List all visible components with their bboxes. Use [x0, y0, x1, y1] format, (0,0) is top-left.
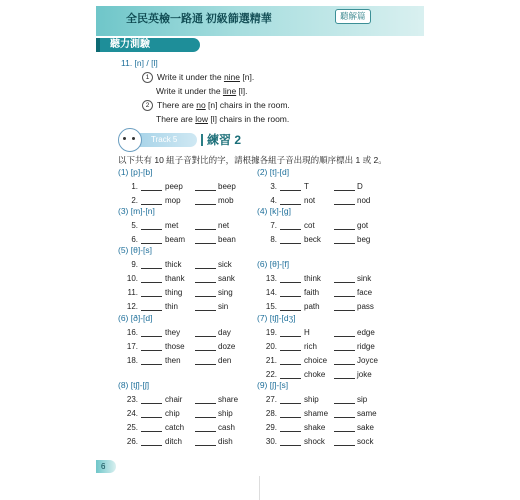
word-a: they — [165, 328, 181, 337]
answer-blank[interactable] — [280, 310, 301, 311]
word-b: sip — [357, 395, 368, 404]
word-b: D — [357, 182, 363, 191]
question-11-line — [156, 114, 289, 124]
item-number: 3. — [270, 182, 277, 191]
answer-blank[interactable] — [334, 364, 355, 365]
answer-blank[interactable] — [195, 310, 216, 311]
exercise-row — [118, 288, 258, 299]
exercise-row — [257, 182, 397, 193]
exercise-row — [257, 437, 397, 448]
sentence-text: Write it under the — [156, 86, 223, 96]
exercise-row — [257, 302, 397, 313]
exercise-row — [257, 395, 397, 406]
exercise-row — [118, 182, 258, 193]
sentence-text: [l] chairs in the room. — [207, 114, 290, 124]
exercise-row — [257, 328, 397, 339]
answer-blank[interactable] — [334, 403, 355, 404]
item-marker: 1 — [142, 72, 153, 83]
target-word: low — [195, 114, 208, 124]
group-label: (1) [p]-[b] — [118, 167, 153, 177]
exercise-row — [118, 274, 258, 285]
answer-blank[interactable] — [141, 336, 162, 337]
word-a: met — [165, 221, 179, 230]
exercise-row — [257, 288, 397, 299]
word-a: thick — [165, 260, 182, 269]
word-a: catch — [165, 423, 185, 432]
answer-blank[interactable] — [334, 336, 355, 337]
word-a: thing — [165, 288, 183, 297]
answer-blank[interactable] — [334, 282, 355, 283]
answer-blank[interactable] — [334, 445, 355, 446]
group-label: (2) [t]-[d] — [257, 167, 290, 177]
item-number: 29. — [265, 423, 277, 432]
word-a: H — [304, 328, 310, 337]
group-label: (8) [tʃ]-[ʃ] — [118, 380, 150, 390]
answer-blank[interactable] — [334, 229, 355, 230]
group-label: (3) [m]-[n] — [118, 206, 155, 216]
word-a: ditch — [165, 437, 182, 446]
word-a: thin — [165, 302, 178, 311]
exercise-row — [257, 235, 397, 246]
sentence-text: [n] chairs in the room. — [205, 100, 290, 110]
word-b: ridge — [357, 342, 375, 351]
exercise-row — [257, 409, 397, 420]
word-b: cash — [218, 423, 235, 432]
word-b: den — [218, 356, 232, 365]
question-11-line — [142, 100, 290, 111]
word-b: doze — [218, 342, 236, 351]
item-number: 1. — [131, 182, 138, 191]
item-number: 8. — [270, 235, 277, 244]
item-number: 12. — [126, 302, 138, 311]
group-label: (4) [k]-[g] — [257, 206, 292, 216]
page-number: 6 — [96, 460, 116, 473]
target-word: nine — [223, 72, 241, 82]
book-badge: 聽解篇 — [335, 9, 371, 24]
word-a: faith — [304, 288, 320, 297]
word-b: face — [357, 288, 373, 297]
answer-blank[interactable] — [195, 243, 216, 244]
word-b: ship — [218, 409, 233, 418]
answer-blank[interactable] — [195, 364, 216, 365]
group-label: (5) [θ]-[s] — [118, 245, 153, 255]
item-number: 17. — [126, 342, 138, 351]
word-b: Joyce — [357, 356, 378, 365]
word-b: same — [357, 409, 377, 418]
exercise-row — [118, 221, 258, 232]
answer-blank[interactable] — [334, 243, 355, 244]
answer-blank[interactable] — [280, 417, 301, 418]
exercise-row — [118, 260, 258, 271]
item-number: 14. — [265, 288, 277, 297]
practice-instruction: 以下共有 10 組子音對比的字，請根據各組子音出現的順序標出 1 或 2。 — [118, 155, 387, 165]
exercise-row — [118, 342, 258, 353]
word-a: then — [165, 356, 181, 365]
answer-blank[interactable] — [195, 204, 216, 205]
exercise-row — [257, 342, 397, 353]
item-number: 18. — [126, 356, 138, 365]
answer-blank[interactable] — [280, 445, 301, 446]
smiley-face-icon — [118, 128, 142, 152]
answer-blank[interactable] — [280, 282, 301, 283]
item-number: 26. — [126, 437, 138, 446]
word-b: beep — [218, 182, 236, 191]
answer-blank[interactable] — [280, 243, 301, 244]
answer-blank[interactable] — [334, 350, 355, 351]
exercise-row — [118, 328, 258, 339]
item-number: 28. — [265, 409, 277, 418]
item-number: 5. — [131, 221, 138, 230]
item-number: 6. — [131, 235, 138, 244]
answer-blank[interactable] — [195, 431, 216, 432]
word-a: think — [304, 274, 321, 283]
word-a: choke — [304, 370, 326, 379]
answer-blank[interactable] — [195, 445, 216, 446]
answer-blank[interactable] — [280, 190, 301, 191]
item-number: 24. — [126, 409, 138, 418]
item-number: 16. — [126, 328, 138, 337]
item-number: 4. — [270, 196, 277, 205]
answer-blank[interactable] — [195, 350, 216, 351]
track-badge: Track 5 — [123, 133, 197, 147]
answer-blank[interactable] — [141, 296, 162, 297]
answer-blank[interactable] — [334, 431, 355, 432]
target-word: line — [222, 86, 237, 96]
answer-blank[interactable] — [141, 268, 162, 269]
word-a: T — [304, 182, 309, 191]
word-b: sin — [218, 302, 229, 311]
book-title: 全民英檢一路通 初級篩選精華 — [126, 13, 272, 25]
answer-blank[interactable] — [280, 350, 301, 351]
word-a: those — [165, 342, 185, 351]
word-b: mob — [218, 196, 234, 205]
answer-blank[interactable] — [141, 190, 162, 191]
item-number: 15. — [265, 302, 277, 311]
item-number: 25. — [126, 423, 138, 432]
word-a: chair — [165, 395, 183, 404]
word-a: shake — [304, 423, 326, 432]
answer-blank[interactable] — [141, 282, 162, 283]
word-b: share — [218, 395, 239, 404]
word-b: joke — [357, 370, 372, 379]
word-a: chip — [165, 409, 180, 418]
item-number: 20. — [265, 342, 277, 351]
item-number: 19. — [265, 328, 277, 337]
word-b: bean — [218, 235, 236, 244]
answer-blank[interactable] — [334, 310, 355, 311]
word-b: got — [357, 221, 369, 230]
word-a: not — [304, 196, 316, 205]
group-label: (7) [tʃ]-[dʒ] — [257, 313, 296, 323]
exercise-row — [118, 423, 258, 434]
exercise-row — [118, 302, 258, 313]
sentence-text: There are — [156, 114, 196, 124]
answer-blank[interactable] — [334, 378, 355, 379]
answer-blank[interactable] — [334, 417, 355, 418]
answer-blank[interactable] — [141, 364, 162, 365]
practice-title: 練習 2 — [207, 133, 242, 147]
word-b: nod — [357, 196, 371, 205]
answer-blank[interactable] — [195, 229, 216, 230]
answer-blank[interactable] — [141, 431, 162, 432]
answer-blank[interactable] — [280, 296, 301, 297]
word-a: cot — [304, 221, 315, 230]
answer-blank[interactable] — [195, 190, 216, 191]
word-a: shame — [304, 409, 329, 418]
word-b: sing — [218, 288, 233, 297]
word-b: sick — [218, 260, 232, 269]
exercise-row — [118, 437, 258, 448]
answer-blank[interactable] — [141, 310, 162, 311]
answer-blank[interactable] — [280, 204, 301, 205]
exercise-row — [118, 409, 258, 420]
item-number: 7. — [270, 221, 277, 230]
exercise-row — [118, 395, 258, 406]
sentence-text: [n]. — [240, 72, 255, 82]
sentence-text: Write it under the — [157, 72, 224, 82]
answer-blank[interactable] — [141, 445, 162, 446]
item-number: 10. — [126, 274, 138, 283]
group-label: (6) [θ]-[f] — [257, 259, 290, 269]
item-number: 11. — [127, 288, 138, 297]
word-b: sock — [357, 437, 374, 446]
answer-blank[interactable] — [280, 431, 301, 432]
exercise-row — [257, 356, 397, 367]
answer-blank[interactable] — [280, 403, 301, 404]
word-b: sake — [357, 423, 374, 432]
word-a: ship — [304, 395, 319, 404]
word-a: choice — [304, 356, 328, 365]
answer-blank[interactable] — [141, 403, 162, 404]
item-marker: 2 — [142, 100, 153, 111]
word-a: beam — [165, 235, 186, 244]
exercise-row — [257, 274, 397, 285]
word-a: thank — [165, 274, 185, 283]
word-b: net — [218, 221, 230, 230]
answer-blank[interactable] — [334, 296, 355, 297]
exercise-row — [118, 356, 258, 367]
word-a: path — [304, 302, 320, 311]
word-b: edge — [357, 328, 375, 337]
page-fold-line — [259, 476, 260, 500]
word-b: sank — [218, 274, 235, 283]
answer-blank[interactable] — [195, 403, 216, 404]
sentence-text: [l]. — [236, 86, 248, 96]
item-number: 27. — [265, 395, 277, 404]
word-b: sink — [357, 274, 372, 283]
answer-blank[interactable] — [334, 190, 355, 191]
sentence-text: There are — [157, 100, 197, 110]
answer-blank[interactable] — [280, 336, 301, 337]
word-b: day — [218, 328, 231, 337]
item-number: 9. — [131, 260, 138, 269]
word-a: peep — [165, 182, 183, 191]
word-b: beg — [357, 235, 371, 244]
answer-blank[interactable] — [280, 364, 301, 365]
target-word: no — [196, 100, 206, 110]
answer-blank[interactable] — [334, 204, 355, 205]
answer-blank[interactable] — [141, 350, 162, 351]
word-a: beck — [304, 235, 321, 244]
word-b: dish — [218, 437, 233, 446]
word-a: mop — [165, 196, 181, 205]
answer-blank[interactable] — [195, 268, 216, 269]
answer-blank[interactable] — [141, 204, 162, 205]
item-number: 2. — [131, 196, 138, 205]
answer-blank[interactable] — [141, 229, 162, 230]
question-11-line — [156, 86, 248, 96]
answer-blank[interactable] — [195, 296, 216, 297]
item-number: 21. — [265, 356, 277, 365]
answer-blank[interactable] — [195, 417, 216, 418]
section-label: 聽力測驗 — [100, 38, 200, 52]
group-label: (6) [ð]-[d] — [118, 313, 153, 323]
group-label: (9) [ʃ]-[s] — [257, 380, 289, 390]
exercise-row — [257, 221, 397, 232]
answer-blank[interactable] — [141, 243, 162, 244]
answer-blank[interactable] — [141, 417, 162, 418]
item-number: 23. — [126, 395, 138, 404]
question-11-heading: 11. [n] / [l] — [121, 58, 158, 68]
item-number: 22. — [265, 370, 277, 379]
item-number: 13. — [265, 274, 277, 283]
word-b: pass — [357, 302, 374, 311]
answer-blank[interactable] — [280, 378, 301, 379]
word-a: rich — [304, 342, 317, 351]
answer-blank[interactable] — [280, 229, 301, 230]
exercise-row — [257, 423, 397, 434]
question-11-line — [142, 72, 254, 83]
answer-blank[interactable] — [195, 336, 216, 337]
answer-blank[interactable] — [195, 282, 216, 283]
item-number: 30. — [265, 437, 277, 446]
word-a: shock — [304, 437, 325, 446]
title-divider — [201, 134, 203, 146]
